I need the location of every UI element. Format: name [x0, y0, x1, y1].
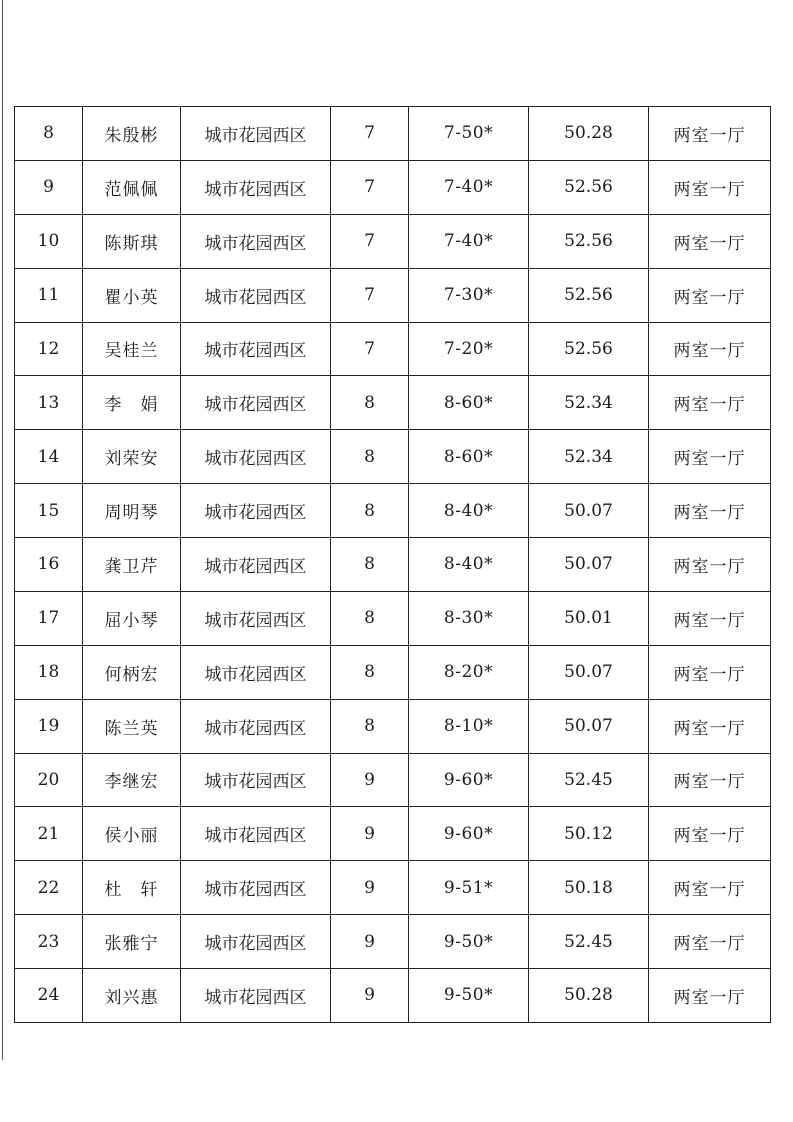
resident-name-cell: 龚卫芹	[83, 538, 181, 592]
row-number-cell: 18	[15, 645, 83, 699]
building-number-cell: 9	[331, 915, 409, 969]
room-type-cell: 两室一厅	[649, 538, 771, 592]
room-type-cell: 两室一厅	[649, 107, 771, 161]
unit-number-cell: 8-10*	[409, 699, 529, 753]
unit-number-cell: 7-50*	[409, 107, 529, 161]
building-number-cell: 9	[331, 969, 409, 1023]
room-type-cell: 两室一厅	[649, 969, 771, 1023]
page-edge-line	[2, 0, 3, 1060]
community-cell: 城市花园西区	[181, 969, 331, 1023]
area-cell: 52.45	[529, 753, 649, 807]
table-row	[15, 322, 771, 376]
area-cell: 50.07	[529, 484, 649, 538]
unit-number-cell: 9-50*	[409, 969, 529, 1023]
room-type-cell: 两室一厅	[649, 376, 771, 430]
building-number-cell: 9	[331, 861, 409, 915]
community-cell: 城市花园西区	[181, 484, 331, 538]
building-number-cell: 8	[331, 538, 409, 592]
row-number-cell: 17	[15, 591, 83, 645]
table-row	[15, 268, 771, 322]
resident-name-cell: 刘荣安	[83, 430, 181, 484]
building-number-cell: 8	[331, 430, 409, 484]
table-row	[15, 915, 771, 969]
resident-name-cell: 瞿小英	[83, 268, 181, 322]
unit-number-cell: 8-60*	[409, 376, 529, 430]
room-type-cell: 两室一厅	[649, 484, 771, 538]
room-type-cell: 两室一厅	[649, 699, 771, 753]
area-cell: 50.28	[529, 969, 649, 1023]
row-number-cell: 14	[15, 430, 83, 484]
table-row	[15, 969, 771, 1023]
community-cell: 城市花园西区	[181, 214, 331, 268]
community-cell: 城市花园西区	[181, 807, 331, 861]
table-row	[15, 376, 771, 430]
room-type-cell: 两室一厅	[649, 322, 771, 376]
building-number-cell: 8	[331, 645, 409, 699]
building-number-cell: 8	[331, 484, 409, 538]
community-cell: 城市花园西区	[181, 861, 331, 915]
area-cell: 52.56	[529, 160, 649, 214]
building-number-cell: 8	[331, 591, 409, 645]
resident-name-cell: 屈小琴	[83, 591, 181, 645]
community-cell: 城市花园西区	[181, 538, 331, 592]
table-row	[15, 753, 771, 807]
resident-name-cell: 刘兴惠	[83, 969, 181, 1023]
area-cell: 52.56	[529, 214, 649, 268]
community-cell: 城市花园西区	[181, 268, 331, 322]
resident-name-cell: 何柄宏	[83, 645, 181, 699]
table-row	[15, 645, 771, 699]
area-cell: 52.34	[529, 430, 649, 484]
area-cell: 50.01	[529, 591, 649, 645]
row-number-cell: 8	[15, 107, 83, 161]
room-type-cell: 两室一厅	[649, 160, 771, 214]
row-number-cell: 24	[15, 969, 83, 1023]
unit-number-cell: 8-30*	[409, 591, 529, 645]
row-number-cell: 21	[15, 807, 83, 861]
community-cell: 城市花园西区	[181, 160, 331, 214]
unit-number-cell: 8-20*	[409, 645, 529, 699]
resident-name-cell: 陈兰英	[83, 699, 181, 753]
unit-number-cell: 8-40*	[409, 484, 529, 538]
area-cell: 50.07	[529, 645, 649, 699]
housing-allocation-table	[14, 106, 771, 1023]
table-row	[15, 484, 771, 538]
unit-number-cell: 7-20*	[409, 322, 529, 376]
community-cell: 城市花园西区	[181, 915, 331, 969]
room-type-cell: 两室一厅	[649, 268, 771, 322]
area-cell: 50.07	[529, 538, 649, 592]
resident-name-cell: 周明琴	[83, 484, 181, 538]
area-cell: 52.56	[529, 268, 649, 322]
row-number-cell: 23	[15, 915, 83, 969]
community-cell: 城市花园西区	[181, 753, 331, 807]
building-number-cell: 7	[331, 322, 409, 376]
resident-name-cell: 张雅宁	[83, 915, 181, 969]
unit-number-cell: 9-60*	[409, 807, 529, 861]
building-number-cell: 9	[331, 807, 409, 861]
table-row	[15, 591, 771, 645]
row-number-cell: 22	[15, 861, 83, 915]
community-cell: 城市花园西区	[181, 376, 331, 430]
row-number-cell: 15	[15, 484, 83, 538]
unit-number-cell: 8-60*	[409, 430, 529, 484]
table-row	[15, 160, 771, 214]
row-number-cell: 10	[15, 214, 83, 268]
area-cell: 50.18	[529, 861, 649, 915]
unit-number-cell: 9-50*	[409, 915, 529, 969]
resident-name-cell: 范佩佩	[83, 160, 181, 214]
table-row	[15, 861, 771, 915]
table-body	[15, 107, 771, 1023]
area-cell: 50.12	[529, 807, 649, 861]
area-cell: 52.34	[529, 376, 649, 430]
table-row	[15, 214, 771, 268]
table-row	[15, 107, 771, 161]
row-number-cell: 16	[15, 538, 83, 592]
row-number-cell: 9	[15, 160, 83, 214]
area-cell: 50.07	[529, 699, 649, 753]
resident-name-cell: 李 娟	[83, 376, 181, 430]
row-number-cell: 13	[15, 376, 83, 430]
room-type-cell: 两室一厅	[649, 915, 771, 969]
building-number-cell: 8	[331, 699, 409, 753]
row-number-cell: 11	[15, 268, 83, 322]
community-cell: 城市花园西区	[181, 107, 331, 161]
room-type-cell: 两室一厅	[649, 753, 771, 807]
table-row	[15, 699, 771, 753]
unit-number-cell: 7-40*	[409, 160, 529, 214]
building-number-cell: 7	[331, 268, 409, 322]
room-type-cell: 两室一厅	[649, 214, 771, 268]
room-type-cell: 两室一厅	[649, 430, 771, 484]
room-type-cell: 两室一厅	[649, 591, 771, 645]
row-number-cell: 19	[15, 699, 83, 753]
resident-name-cell: 李继宏	[83, 753, 181, 807]
building-number-cell: 7	[331, 214, 409, 268]
table-row	[15, 538, 771, 592]
unit-number-cell: 9-60*	[409, 753, 529, 807]
resident-name-cell: 陈斯琪	[83, 214, 181, 268]
building-number-cell: 7	[331, 107, 409, 161]
community-cell: 城市花园西区	[181, 322, 331, 376]
community-cell: 城市花园西区	[181, 645, 331, 699]
area-cell: 50.28	[529, 107, 649, 161]
resident-name-cell: 吴桂兰	[83, 322, 181, 376]
table-row	[15, 430, 771, 484]
resident-name-cell: 侯小丽	[83, 807, 181, 861]
building-number-cell: 7	[331, 160, 409, 214]
unit-number-cell: 7-40*	[409, 214, 529, 268]
table-row	[15, 807, 771, 861]
resident-name-cell: 朱殷彬	[83, 107, 181, 161]
building-number-cell: 9	[331, 753, 409, 807]
room-type-cell: 两室一厅	[649, 807, 771, 861]
room-type-cell: 两室一厅	[649, 861, 771, 915]
area-cell: 52.45	[529, 915, 649, 969]
row-number-cell: 12	[15, 322, 83, 376]
unit-number-cell: 7-30*	[409, 268, 529, 322]
room-type-cell: 两室一厅	[649, 645, 771, 699]
unit-number-cell: 9-51*	[409, 861, 529, 915]
community-cell: 城市花园西区	[181, 430, 331, 484]
resident-name-cell: 杜 轩	[83, 861, 181, 915]
building-number-cell: 8	[331, 376, 409, 430]
row-number-cell: 20	[15, 753, 83, 807]
community-cell: 城市花园西区	[181, 699, 331, 753]
community-cell: 城市花园西区	[181, 591, 331, 645]
area-cell: 52.56	[529, 322, 649, 376]
unit-number-cell: 8-40*	[409, 538, 529, 592]
